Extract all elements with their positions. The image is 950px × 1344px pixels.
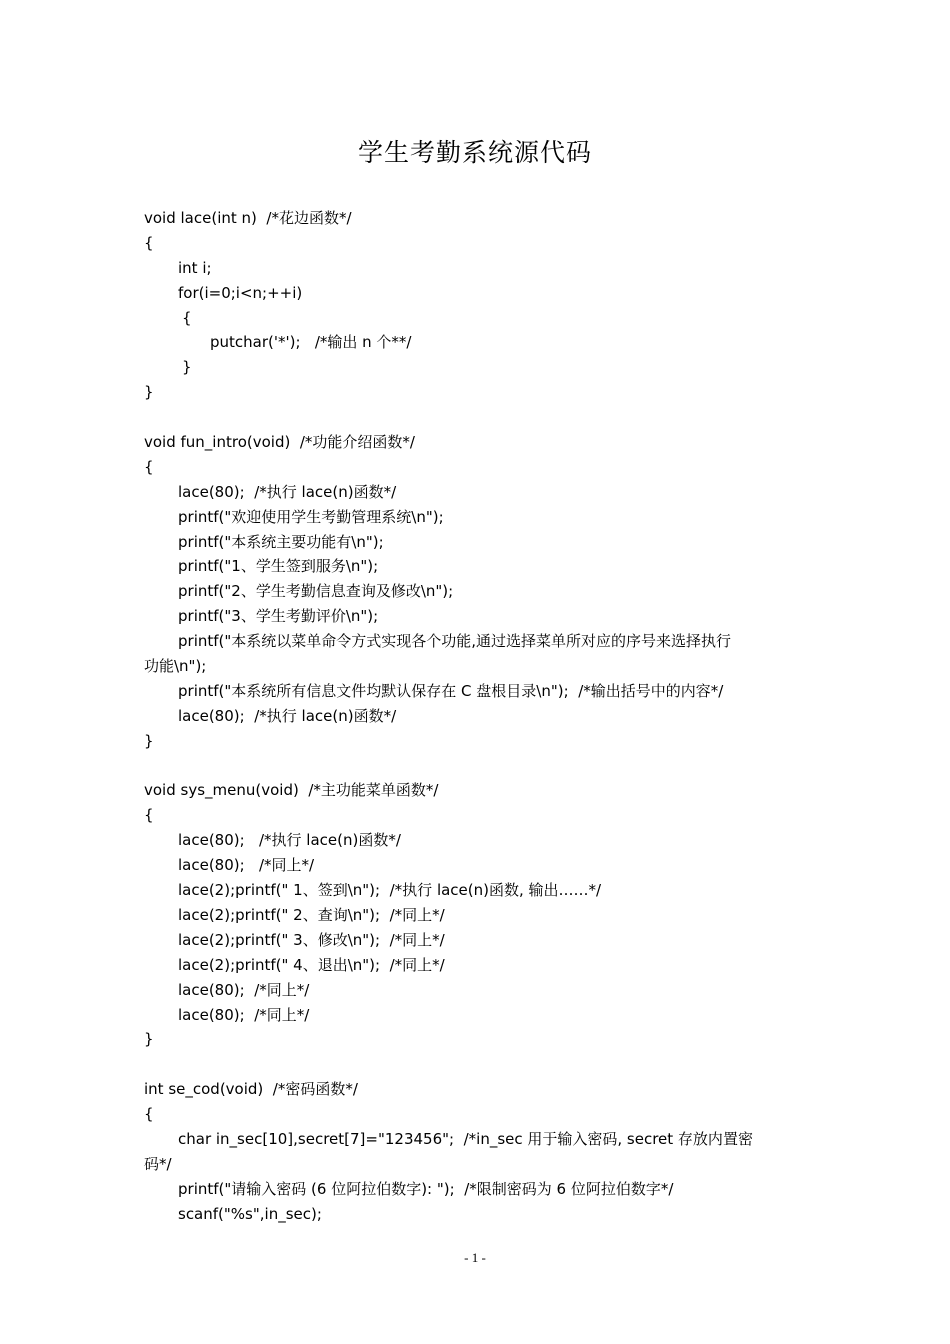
code-line: lace(2);printf(" 3、修改\n"); /*同上*/ [178, 930, 445, 949]
code-line: { [144, 457, 154, 476]
code-line: void sys_menu(void) /*主功能菜单函数*/ [144, 781, 439, 800]
code-line: lace(80); /*执行 lace(n)函数*/ [178, 706, 397, 725]
code-line: lace(80); /*同上*/ [178, 856, 315, 875]
code-line: lace(2);printf(" 2、查询\n"); /*同上*/ [178, 905, 445, 924]
code-line [144, 754, 816, 779]
code-line: lace(2);printf(" 1、签到\n"); /*执行 lace(n)函数, 输出……*/ [178, 881, 602, 900]
code-line: putchar('*'); /*输出 n 个**/ [210, 333, 412, 352]
code-line: printf("2、学生考勤信息查询及修改\n"); [178, 582, 454, 601]
code-line: 功能\n"); [144, 657, 207, 676]
code-line: printf("本系统主要功能有\n"); [178, 532, 384, 551]
code-line: int se_cod(void) /*密码函数*/ [144, 1080, 358, 1099]
code-line: printf("请输入密码 (6 位阿拉伯数字): "); /*限制密码为 6 位阿拉伯数字*/ [178, 1179, 674, 1198]
code-line: printf("欢迎使用学生考勤管理系统\n"); [178, 507, 444, 526]
code-line: lace(80); /*执行 lace(n)函数*/ [178, 482, 397, 501]
code-line: { [144, 233, 154, 252]
code-line: lace(80); /*同上*/ [178, 980, 310, 999]
document-title: 学生考勤系统源代码 [357, 138, 592, 167]
code-line: lace(80); /*执行 lace(n)函数*/ [178, 831, 401, 850]
code-line: { [144, 1105, 154, 1124]
code-line: printf("3、学生考勤评价\n"); [178, 607, 379, 626]
page-number: - 1 - [464, 1250, 486, 1265]
code-line: { [144, 806, 154, 825]
code-line: for(i=0;i<n;++i) [178, 283, 303, 302]
code-line: printf("1、学生签到服务\n"); [178, 557, 379, 576]
code-line: lace(2);printf(" 4、退出\n"); /*同上*/ [178, 955, 445, 974]
code-block [144, 206, 816, 1227]
code-line [144, 405, 816, 430]
code-line: lace(80); /*同上*/ [178, 1005, 310, 1024]
code-line: 码*/ [144, 1154, 172, 1173]
code-line: printf("本系统以菜单命令方式实现各个功能,通过选择菜单所对应的序号来选择执行 [178, 632, 732, 651]
code-line: int i; [178, 258, 212, 277]
code-line: void lace(int n) /*花边函数*/ [144, 209, 352, 227]
code-line: char in_sec[10],secret[7]="123456"; /*in_sec 用于输入密码, secret 存放内置密 [178, 1129, 753, 1148]
code-line: } [144, 383, 154, 402]
code-line [144, 1052, 816, 1077]
code-line: } [144, 731, 154, 750]
code-line: void fun_intro(void) /*功能介绍函数*/ [144, 433, 415, 452]
code-line: scanf("%s",in_sec); [178, 1204, 322, 1223]
code-line: } [182, 358, 192, 377]
code-line: printf("本系统所有信息文件均默认保存在 C 盘根目录\n"); /*输出括号中的内容*/ [178, 681, 724, 700]
code-line: { [182, 308, 192, 327]
code-line: } [144, 1030, 154, 1049]
